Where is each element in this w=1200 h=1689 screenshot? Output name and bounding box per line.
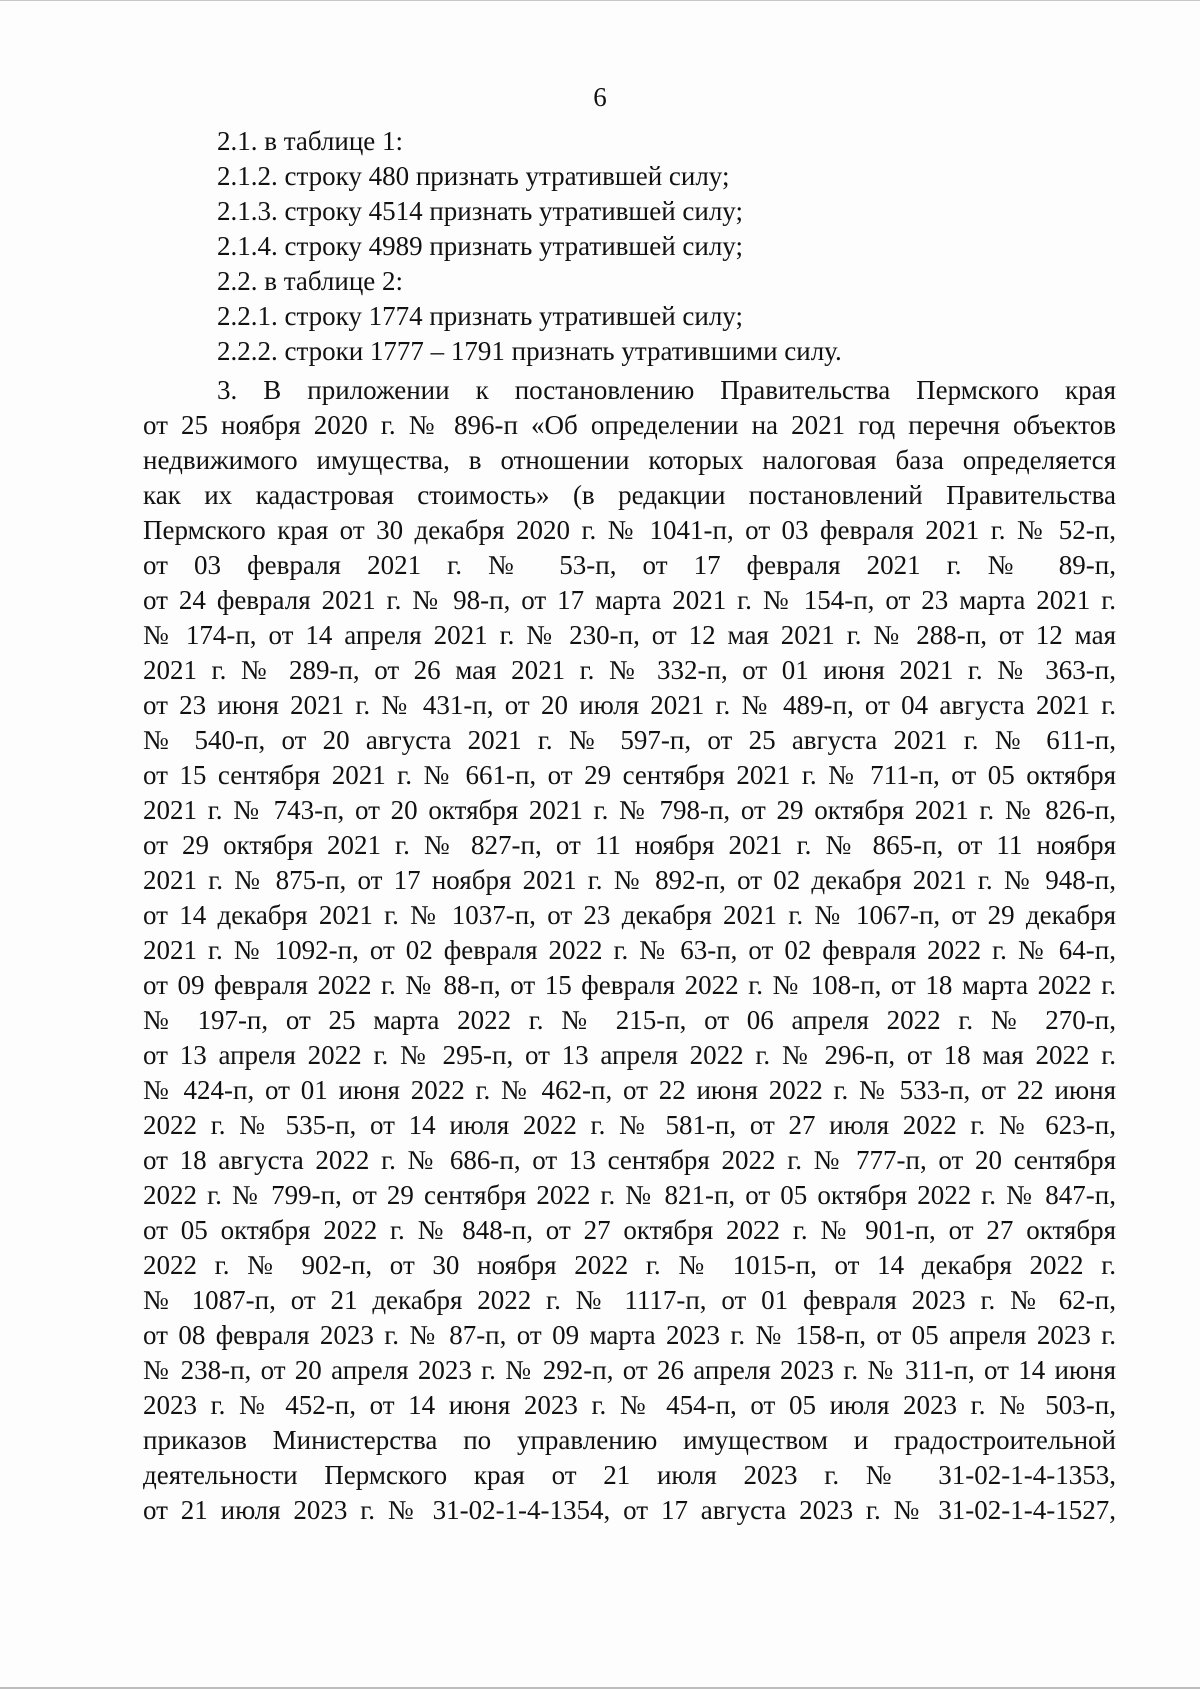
paragraph-line: 2021 г. № 1092-п, от 02 февраля 2022 г. № 63-п, от 02 февраля 2022 г. № 64-п, (143, 935, 1116, 965)
amendment-item: 2.2.1. строку 1774 признать утратившей силу; (217, 301, 743, 331)
paragraph-line: от 08 февраля 2023 г. № 87-п, от 09 марта 2023 г. № 158-п, от 05 апреля 2023 г. (143, 1320, 1116, 1350)
paragraph-line: № 424-п, от 01 июня 2022 г. № 462-п, от 22 июня 2022 г. № 533-п, от 22 июня (143, 1075, 1116, 1105)
paragraph-line: от 25 ноября 2020 г. № 896-п «Об определении на 2021 год перечня объектов (143, 410, 1116, 440)
paragraph-line: от 23 июня 2021 г. № 431-п, от 20 июля 2021 г. № 489-п, от 04 августа 2021 г. (143, 690, 1116, 720)
amendment-item: 2.1.3. строку 4514 признать утратившей силу; (217, 196, 743, 226)
paragraph-line: от 29 октября 2021 г. № 827-п, от 11 ноября 2021 г. № 865-п, от 11 ноября (143, 830, 1116, 860)
paragraph-line: от 15 сентября 2021 г. № 661-п, от 29 сентября 2021 г. № 711-п, от 05 октября (143, 760, 1116, 790)
paragraph-line: 2022 г. № 902-п, от 30 ноября 2022 г. № 1015-п, от 14 декабря 2022 г. (143, 1250, 1116, 1280)
amendment-item: 2.2. в таблице 2: (217, 266, 404, 296)
paragraph-line: от 18 августа 2022 г. № 686-п, от 13 сентября 2022 г. № 777-п, от 20 сентября (143, 1145, 1116, 1175)
paragraph-line: деятельности Пермского края от 21 июля 2023 г. № 31-02-1-4-1353, (143, 1460, 1116, 1490)
paragraph-line: 3. В приложении к постановлению Правительства Пермского края (217, 375, 1116, 405)
paragraph-line: № 540-п, от 20 августа 2021 г. № 597-п, от 25 августа 2021 г. № 611-п, (143, 725, 1116, 755)
paragraph-line: от 09 февраля 2022 г. № 88-п, от 15 февраля 2022 г. № 108-п, от 18 марта 2022 г. (143, 970, 1116, 1000)
paragraph-line: 2021 г. № 875-п, от 17 ноября 2021 г. № 892-п, от 02 декабря 2021 г. № 948-п, (143, 865, 1116, 895)
paragraph-3 (143, 373, 1116, 1528)
paragraph-line: от 24 февраля 2021 г. № 98-п, от 17 марта 2021 г. № 154-п, от 23 марта 2021 г. (143, 585, 1116, 615)
paragraph-line: 2022 г. № 535-п, от 14 июля 2022 г. № 581-п, от 27 июля 2022 г. № 623-п, (143, 1110, 1116, 1140)
paragraph-line: приказов Министерства по управлению имуществом и градостроительной (143, 1425, 1116, 1455)
page-number: 6 (593, 82, 607, 112)
amendment-list (217, 124, 1117, 369)
amendment-item: 2.2.2. строки 1777 – 1791 признать утратившими силу. (217, 336, 842, 366)
amendment-item: 2.1.2. строку 480 признать утратившей силу; (217, 161, 730, 191)
paragraph-line: № 197-п, от 25 марта 2022 г. № 215-п, от 06 апреля 2022 г. № 270-п, (143, 1005, 1116, 1035)
amendment-item: 2.1.4. строку 4989 признать утратившей силу; (217, 231, 743, 261)
paragraph-line: от 05 октября 2022 г. № 848-п, от 27 октября 2022 г. № 901-п, от 27 октября (143, 1215, 1116, 1245)
amendment-item: 2.1. в таблице 1: (217, 126, 404, 156)
paragraph-line: Пермского края от 30 декабря 2020 г. № 1041-п, от 03 февраля 2021 г. № 52-п, (143, 515, 1116, 545)
paragraph-line: от 03 февраля 2021 г. № 53-п, от 17 февраля 2021 г. № 89-п, (143, 550, 1116, 580)
paragraph-line: № 174-п, от 14 апреля 2021 г. № 230-п, от 12 мая 2021 г. № 288-п, от 12 мая (143, 620, 1116, 650)
scan-top-edge (0, 0, 1200, 1)
paragraph-line: 2021 г. № 289-п, от 26 мая 2021 г. № 332-п, от 01 июня 2021 г. № 363-п, (143, 655, 1116, 685)
paragraph-line: 2021 г. № 743-п, от 20 октября 2021 г. № 798-п, от 29 октября 2021 г. № 826-п, (143, 795, 1116, 825)
paragraph-line: от 14 декабря 2021 г. № 1037-п, от 23 декабря 2021 г. № 1067-п, от 29 декабря (143, 900, 1116, 930)
paragraph-line: как их кадастровая стоимость» (в редакции постановлений Правительства (143, 480, 1116, 510)
paragraph-line: 2023 г. № 452-п, от 14 июня 2023 г. № 454-п, от 05 июля 2023 г. № 503-п, (143, 1390, 1116, 1420)
paragraph-line: № 1087-п, от 21 декабря 2022 г. № 1117-п, от 01 февраля 2023 г. № 62-п, (143, 1285, 1116, 1315)
paragraph-line: № 238-п, от 20 апреля 2023 г. № 292-п, от 26 апреля 2023 г. № 311-п, от 14 июня (143, 1355, 1116, 1385)
paragraph-line: от 13 апреля 2022 г. № 295-п, от 13 апреля 2022 г. № 296-п, от 18 мая 2022 г. (143, 1040, 1116, 1070)
paragraph-line: от 21 июля 2023 г. № 31-02-1-4-1354, от 17 августа 2023 г. № 31-02-1-4-1527, (143, 1495, 1116, 1525)
paragraph-line: 2022 г. № 799-п, от 29 сентября 2022 г. № 821-п, от 05 октября 2022 г. № 847-п, (143, 1180, 1116, 1210)
paragraph-line: недвижимого имущества, в отношении которых налоговая база определяется (143, 445, 1116, 475)
